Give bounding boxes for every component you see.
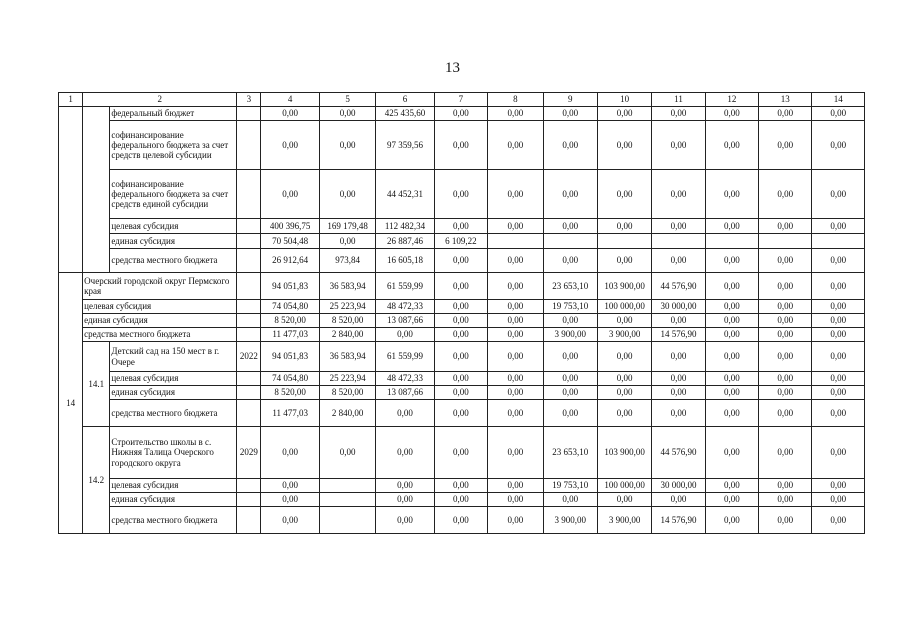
value-cell: 103 900,00 (597, 427, 651, 479)
year-cell (237, 493, 261, 507)
value-cell: 0,00 (812, 400, 865, 427)
value-cell: 0,00 (597, 107, 651, 121)
value-cell: 0,00 (705, 300, 758, 314)
row-label: единая субсидия (83, 314, 237, 328)
value-cell: 0,00 (652, 249, 705, 273)
value-cell: 0,00 (488, 273, 543, 300)
table-row (59, 386, 865, 400)
value-cell: 0,00 (261, 427, 319, 479)
value-cell: 0,00 (759, 121, 812, 170)
value-cell: 13 087,66 (376, 386, 434, 400)
value-cell: 0,00 (759, 328, 812, 342)
year-cell (237, 400, 261, 427)
value-cell: 26 912,64 (261, 249, 319, 273)
value-cell: 0,00 (261, 493, 319, 507)
value-cell: 8 520,00 (319, 386, 375, 400)
value-cell: 100 000,00 (597, 300, 651, 314)
row-label: целевая субсидия (83, 300, 237, 314)
value-cell: 0,00 (488, 249, 543, 273)
row-label: целевая субсидия (110, 219, 237, 234)
value-cell: 0,00 (597, 121, 651, 170)
header-cell: 7 (434, 93, 487, 107)
row-label: средства местного бюджета (110, 249, 237, 273)
budget-table (58, 92, 865, 534)
value-cell: 0,00 (759, 273, 812, 300)
value-cell: 11 477,03 (261, 400, 319, 427)
value-cell: 0,00 (543, 342, 597, 372)
value-cell: 61 559,99 (376, 342, 434, 372)
value-cell: 11 477,03 (261, 328, 319, 342)
header-cell: 12 (705, 93, 758, 107)
value-cell: 0,00 (543, 372, 597, 386)
value-cell: 0,00 (652, 493, 705, 507)
row-label: софинансирование федерального бюджета за счет средств единой субсидии (110, 170, 237, 219)
value-cell: 0,00 (319, 170, 375, 219)
value-cell: 425 435,60 (376, 107, 434, 121)
value-cell: 3 900,00 (543, 507, 597, 534)
value-cell: 973,84 (319, 249, 375, 273)
value-cell: 74 054,80 (261, 372, 319, 386)
value-cell: 0,00 (434, 219, 487, 234)
value-cell: 0,00 (705, 219, 758, 234)
table-row (59, 507, 865, 534)
header-cell: 4 (261, 93, 319, 107)
header-cell: 9 (543, 93, 597, 107)
table-row (59, 372, 865, 386)
value-cell: 0,00 (705, 107, 758, 121)
value-cell: 0,00 (434, 342, 487, 372)
table-row (59, 93, 865, 107)
value-cell: 0,00 (434, 328, 487, 342)
value-cell: 0,00 (434, 507, 487, 534)
value-cell: 0,00 (488, 427, 543, 479)
value-cell: 0,00 (652, 219, 705, 234)
value-cell: 0,00 (812, 328, 865, 342)
value-cell: 0,00 (261, 121, 319, 170)
value-cell: 36 583,94 (319, 273, 375, 300)
value-cell: 0,00 (434, 427, 487, 479)
value-cell: 0,00 (488, 479, 543, 493)
value-cell: 0,00 (652, 386, 705, 400)
value-cell: 0,00 (434, 107, 487, 121)
value-cell: 100 000,00 (597, 479, 651, 493)
subsection-number: 14.2 (83, 427, 110, 534)
value-cell: 0,00 (543, 170, 597, 219)
value-cell: 0,00 (759, 386, 812, 400)
year-cell (237, 479, 261, 493)
value-cell: 0,00 (261, 507, 319, 534)
value-cell: 0,00 (488, 386, 543, 400)
value-cell: 8 520,00 (319, 314, 375, 328)
value-cell: 0,00 (652, 342, 705, 372)
value-cell: 0,00 (705, 170, 758, 219)
value-cell (652, 234, 705, 249)
year-cell (237, 328, 261, 342)
table-row (59, 479, 865, 493)
row-label: единая субсидия (110, 234, 237, 249)
value-cell: 0,00 (488, 300, 543, 314)
value-cell (543, 234, 597, 249)
value-cell (319, 507, 375, 534)
value-cell: 0,00 (597, 219, 651, 234)
value-cell: 0,00 (543, 121, 597, 170)
row-label: софинансирование федерального бюджета за счет средств целевой субсидии (110, 121, 237, 170)
value-cell: 36 583,94 (319, 342, 375, 372)
value-cell: 0,00 (705, 273, 758, 300)
value-cell: 8 520,00 (261, 386, 319, 400)
table-row (59, 234, 865, 249)
value-cell: 0,00 (705, 493, 758, 507)
row-label: Строительство школы в с. Нижняя Талица Очерского городского округа (110, 427, 237, 479)
value-cell: 0,00 (543, 314, 597, 328)
header-cell: 13 (759, 93, 812, 107)
value-cell: 0,00 (434, 170, 487, 219)
year-cell (237, 314, 261, 328)
value-cell (488, 234, 543, 249)
value-cell: 0,00 (652, 107, 705, 121)
table-row (59, 219, 865, 234)
value-cell: 0,00 (812, 121, 865, 170)
value-cell: 48 472,33 (376, 300, 434, 314)
year-cell (237, 219, 261, 234)
value-cell: 0,00 (759, 170, 812, 219)
value-cell: 0,00 (597, 400, 651, 427)
value-cell: 0,00 (543, 107, 597, 121)
empty-cell (83, 107, 110, 273)
header-cell: 6 (376, 93, 434, 107)
table-row (59, 342, 865, 372)
value-cell: 0,00 (705, 507, 758, 534)
table-row (59, 107, 865, 121)
value-cell: 25 223,94 (319, 300, 375, 314)
value-cell (597, 234, 651, 249)
year-cell (237, 121, 261, 170)
value-cell: 0,00 (434, 249, 487, 273)
value-cell: 0,00 (812, 107, 865, 121)
value-cell: 44 576,90 (652, 427, 705, 479)
value-cell: 0,00 (652, 170, 705, 219)
value-cell: 0,00 (705, 314, 758, 328)
value-cell: 0,00 (759, 219, 812, 234)
value-cell: 0,00 (488, 342, 543, 372)
header-cell: 1 (59, 93, 83, 107)
year-cell (237, 107, 261, 121)
value-cell: 2 840,00 (319, 328, 375, 342)
year-cell: 2022 (237, 342, 261, 372)
row-label: единая субсидия (110, 386, 237, 400)
table-row (59, 328, 865, 342)
value-cell: 0,00 (812, 249, 865, 273)
value-cell: 0,00 (812, 273, 865, 300)
value-cell: 0,00 (488, 121, 543, 170)
value-cell: 0,00 (759, 507, 812, 534)
page-number: 13 (445, 60, 460, 76)
value-cell: 0,00 (261, 107, 319, 121)
row-label: средства местного бюджета (110, 400, 237, 427)
subsection-number: 14.1 (83, 342, 110, 427)
value-cell: 0,00 (812, 170, 865, 219)
table-row (59, 400, 865, 427)
header-cell: 10 (597, 93, 651, 107)
value-cell: 44 452,31 (376, 170, 434, 219)
value-cell: 112 482,34 (376, 219, 434, 234)
header-cell: 11 (652, 93, 705, 107)
year-cell (237, 273, 261, 300)
value-cell: 0,00 (759, 300, 812, 314)
value-cell: 19 753,10 (543, 479, 597, 493)
value-cell: 0,00 (812, 342, 865, 372)
value-cell: 103 900,00 (597, 273, 651, 300)
value-cell: 61 559,99 (376, 273, 434, 300)
value-cell: 0,00 (759, 479, 812, 493)
header-cell: 3 (237, 93, 261, 107)
table-row (59, 121, 865, 170)
value-cell: 26 887,46 (376, 234, 434, 249)
value-cell: 23 653,10 (543, 273, 597, 300)
value-cell: 74 054,80 (261, 300, 319, 314)
value-cell: 23 653,10 (543, 427, 597, 479)
value-cell: 0,00 (652, 372, 705, 386)
value-cell: 0,00 (759, 314, 812, 328)
value-cell: 70 504,48 (261, 234, 319, 249)
table-row (59, 314, 865, 328)
value-cell: 0,00 (759, 342, 812, 372)
value-cell: 2 840,00 (319, 400, 375, 427)
value-cell: 0,00 (488, 507, 543, 534)
value-cell: 3 900,00 (543, 328, 597, 342)
value-cell: 0,00 (652, 314, 705, 328)
value-cell: 0,00 (597, 170, 651, 219)
value-cell: 0,00 (705, 249, 758, 273)
value-cell: 0,00 (434, 314, 487, 328)
value-cell: 30 000,00 (652, 479, 705, 493)
year-cell (237, 372, 261, 386)
year-cell (237, 234, 261, 249)
value-cell: 0,00 (488, 493, 543, 507)
value-cell: 0,00 (759, 400, 812, 427)
value-cell: 94 051,83 (261, 342, 319, 372)
table-row (59, 170, 865, 219)
value-cell: 0,00 (759, 249, 812, 273)
value-cell: 0,00 (319, 107, 375, 121)
value-cell: 0,00 (543, 493, 597, 507)
value-cell: 0,00 (759, 107, 812, 121)
value-cell: 0,00 (261, 170, 319, 219)
value-cell: 25 223,94 (319, 372, 375, 386)
value-cell: 0,00 (705, 386, 758, 400)
header-cell: 5 (319, 93, 375, 107)
table-body (59, 93, 865, 534)
value-cell: 0,00 (597, 493, 651, 507)
value-cell: 13 087,66 (376, 314, 434, 328)
value-cell: 0,00 (652, 121, 705, 170)
header-cell: 8 (488, 93, 543, 107)
row-label: федеральный бюджет (110, 107, 237, 121)
value-cell: 94 051,83 (261, 273, 319, 300)
year-cell (237, 170, 261, 219)
table-row (59, 300, 865, 314)
row-label: средства местного бюджета (83, 328, 237, 342)
value-cell: 3 900,00 (597, 507, 651, 534)
value-cell: 0,00 (543, 400, 597, 427)
value-cell: 0,00 (488, 372, 543, 386)
value-cell: 0,00 (812, 493, 865, 507)
value-cell: 0,00 (812, 372, 865, 386)
value-cell: 6 109,22 (434, 234, 487, 249)
value-cell: 0,00 (543, 249, 597, 273)
value-cell: 44 576,90 (652, 273, 705, 300)
value-cell: 19 753,10 (543, 300, 597, 314)
value-cell: 0,00 (812, 300, 865, 314)
row-label: средства местного бюджета (110, 507, 237, 534)
value-cell: 14 576,90 (652, 507, 705, 534)
value-cell: 0,00 (434, 372, 487, 386)
value-cell: 0,00 (759, 372, 812, 386)
value-cell: 0,00 (812, 507, 865, 534)
value-cell: 0,00 (488, 314, 543, 328)
value-cell: 30 000,00 (652, 300, 705, 314)
value-cell: 0,00 (597, 249, 651, 273)
value-cell: 0,00 (705, 342, 758, 372)
value-cell (319, 493, 375, 507)
value-cell: 0,00 (434, 273, 487, 300)
value-cell: 0,00 (376, 328, 434, 342)
header-cell: 14 (812, 93, 865, 107)
value-cell: 0,00 (434, 479, 487, 493)
value-cell (319, 479, 375, 493)
value-cell: 0,00 (812, 386, 865, 400)
row-label: целевая субсидия (110, 479, 237, 493)
value-cell: 0,00 (434, 300, 487, 314)
value-cell: 0,00 (705, 121, 758, 170)
row-label: целевая субсидия (110, 372, 237, 386)
row-label: Детский сад на 150 мест в г. Очере (110, 342, 237, 372)
value-cell: 0,00 (705, 400, 758, 427)
value-cell (812, 234, 865, 249)
value-cell: 400 396,75 (261, 219, 319, 234)
value-cell: 48 472,33 (376, 372, 434, 386)
value-cell: 0,00 (812, 219, 865, 234)
value-cell: 8 520,00 (261, 314, 319, 328)
value-cell: 0,00 (652, 400, 705, 427)
value-cell: 0,00 (705, 427, 758, 479)
value-cell: 0,00 (376, 479, 434, 493)
value-cell: 0,00 (319, 234, 375, 249)
row-label: Очерский городской округ Пермского края (83, 273, 237, 300)
value-cell: 0,00 (376, 493, 434, 507)
value-cell: 0,00 (597, 342, 651, 372)
value-cell: 0,00 (376, 400, 434, 427)
value-cell: 3 900,00 (597, 328, 651, 342)
value-cell: 0,00 (261, 479, 319, 493)
value-cell: 0,00 (597, 386, 651, 400)
table-row (59, 493, 865, 507)
row-number: 14 (59, 273, 83, 534)
value-cell: 0,00 (597, 314, 651, 328)
year-cell (237, 300, 261, 314)
value-cell: 0,00 (812, 479, 865, 493)
value-cell: 0,00 (759, 493, 812, 507)
year-cell: 2029 (237, 427, 261, 479)
value-cell: 169 179,48 (319, 219, 375, 234)
value-cell: 0,00 (434, 400, 487, 427)
year-cell (237, 249, 261, 273)
value-cell: 0,00 (376, 427, 434, 479)
value-cell: 0,00 (759, 427, 812, 479)
value-cell: 0,00 (705, 328, 758, 342)
value-cell: 0,00 (488, 400, 543, 427)
value-cell: 0,00 (812, 427, 865, 479)
value-cell: 0,00 (705, 479, 758, 493)
value-cell: 0,00 (543, 219, 597, 234)
table-row (59, 273, 865, 300)
value-cell: 0,00 (376, 507, 434, 534)
value-cell: 14 576,90 (652, 328, 705, 342)
value-cell: 0,00 (488, 219, 543, 234)
table-row (59, 427, 865, 479)
value-cell (705, 234, 758, 249)
value-cell: 0,00 (597, 372, 651, 386)
value-cell: 0,00 (488, 328, 543, 342)
value-cell: 0,00 (543, 386, 597, 400)
year-cell (237, 507, 261, 534)
row-label: единая субсидия (110, 493, 237, 507)
value-cell: 0,00 (812, 314, 865, 328)
table-row (59, 249, 865, 273)
value-cell: 0,00 (434, 493, 487, 507)
value-cell: 0,00 (319, 121, 375, 170)
header-cell: 2 (83, 93, 237, 107)
value-cell: 0,00 (319, 427, 375, 479)
empty-cell (59, 107, 83, 273)
value-cell: 0,00 (488, 170, 543, 219)
value-cell: 0,00 (434, 121, 487, 170)
value-cell: 16 605,18 (376, 249, 434, 273)
value-cell: 97 359,56 (376, 121, 434, 170)
value-cell: 0,00 (488, 107, 543, 121)
value-cell (759, 234, 812, 249)
value-cell: 0,00 (705, 372, 758, 386)
year-cell (237, 386, 261, 400)
value-cell: 0,00 (434, 386, 487, 400)
